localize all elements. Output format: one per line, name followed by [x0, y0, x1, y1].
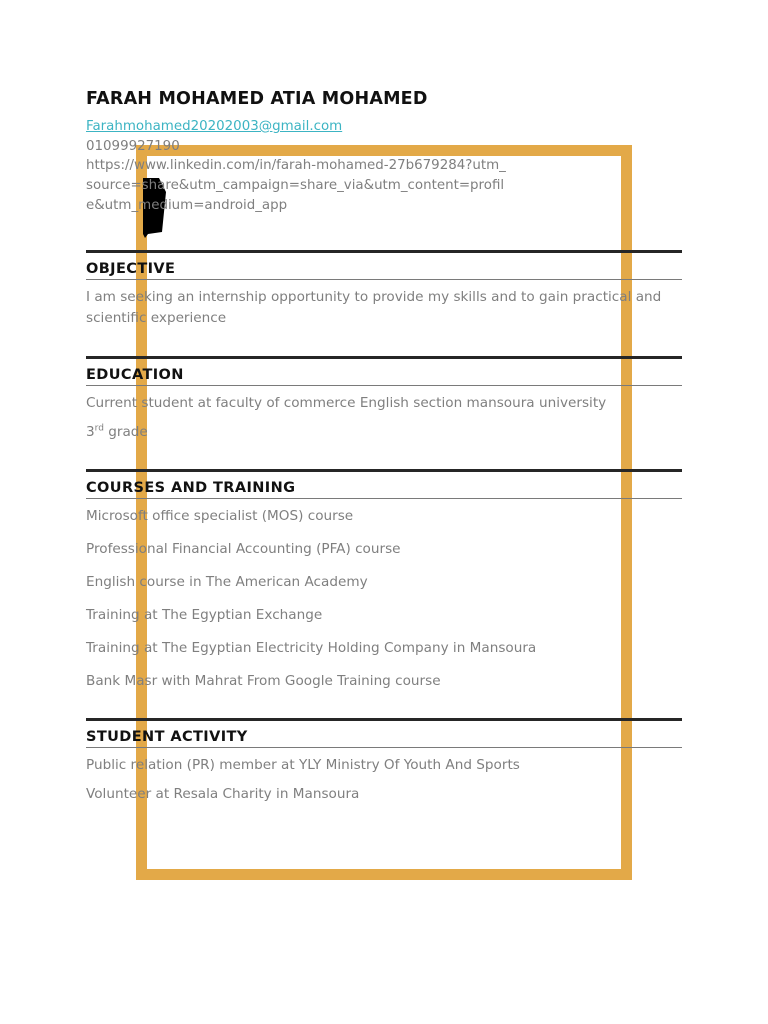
activity-heading: STUDENT ACTIVITY [86, 718, 682, 748]
list-item: Training at The Egyptian Electricity Holding Company in Mansoura [86, 640, 537, 656]
contact-block [86, 117, 682, 216]
list-item: Bank Masr with Mahrat From Google Training course [86, 673, 441, 689]
courses-list [86, 499, 682, 704]
courses-heading: COURSES AND TRAINING [86, 469, 682, 499]
objective-text: I am seeking an internship opportunity to provide my skills and to gain practical and scientific experience [86, 289, 662, 326]
courses-section [86, 469, 682, 704]
list-item: English course in The American Academy [86, 574, 368, 590]
objective-heading: OBJECTIVE [86, 250, 682, 280]
education-heading: EDUCATION [86, 356, 682, 386]
list-item: Microsoft office specialist (MOS) course [86, 508, 354, 524]
list-item: Professional Financial Accounting (PFA) course [86, 541, 401, 557]
linkedin-url[interactable]: https://www.linkedin.com/in/farah-mohamed-27b679284?utm_source=share&utm_campaign=share_via&utm_content=profile&utm_medium=android_app [86, 158, 506, 213]
activity-section [86, 718, 682, 813]
grade-number: 3 [86, 424, 95, 440]
education-grade [86, 422, 682, 451]
candidate-name: FARAH MOHAMED ATIA MOHAMED [86, 89, 428, 109]
grade-word: grade [103, 424, 148, 440]
grade-suffix: rd [94, 423, 104, 434]
activity-list [86, 748, 682, 813]
list-item: Volunteer at Resala Charity in Mansoura [86, 786, 360, 802]
education-body [86, 386, 682, 451]
education-line: Current student at faculty of commerce English section mansoura university [86, 395, 607, 411]
phone-number: 01099927190 [86, 138, 180, 154]
objective-section [86, 250, 682, 329]
resume-content [86, 88, 682, 802]
email-link[interactable]: Farahmohamed20202003@gmail.com [86, 119, 343, 134]
list-item: Public relation (PR) member at YLY Ministry Of Youth And Sports [86, 757, 520, 773]
list-item: Training at The Egyptian Exchange [86, 607, 323, 623]
education-section [86, 356, 682, 451]
